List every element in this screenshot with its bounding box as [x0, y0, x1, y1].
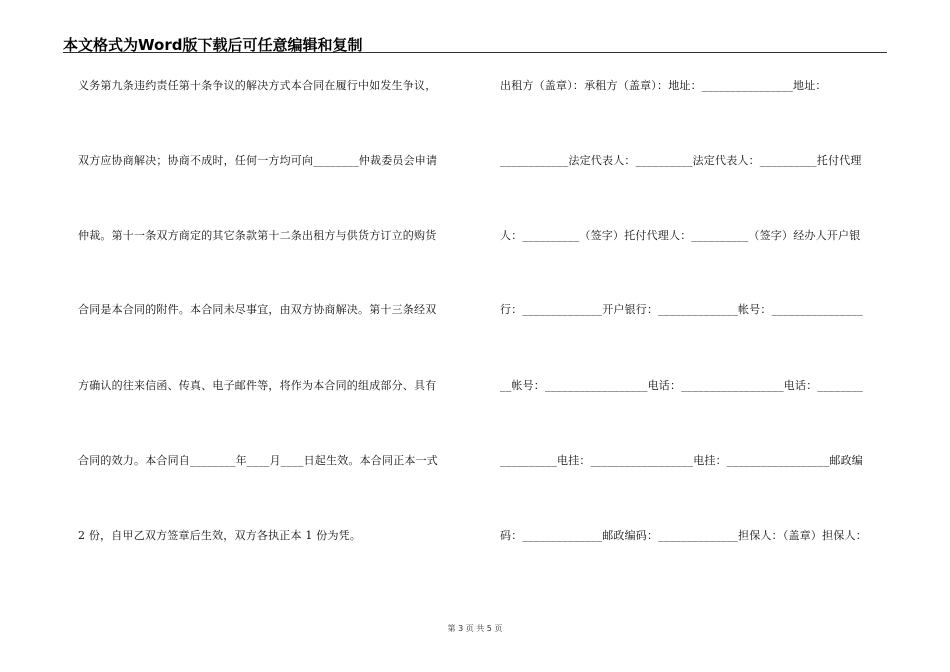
left-line-5: 方确认的往来信函、传真、电子邮件等，将作为本合同的组成部分、具有 [78, 379, 437, 392]
left-line-2: 双方应协商解决；协商不成时，任何一方均可向________仲裁委员会申请 [78, 154, 438, 167]
document-header-title: 本文格式为Word版下载后可任意编辑和复制 [63, 36, 363, 54]
left-line-6: 合同的效力。本合同自________年____月____日起生效。本合同正本一式 [78, 454, 438, 467]
left-line-3: 仲裁。第十一条双方商定的其它条款第十二条出租方与供货方订立的购货 [78, 229, 437, 242]
right-line-6: __________电挂：__________________电挂：__________________邮政编 [500, 454, 863, 467]
right-line-4: 行：______________开户银行：______________帐号：________________ [500, 303, 863, 316]
right-line-2: ____________法定代表人：__________法定代表人：__________托付代理 [500, 154, 862, 167]
header-divider [63, 52, 887, 53]
left-line-1: 义务第九条违约责任第十条争议的解决方式本合同在履行中如发生争议， [78, 79, 437, 92]
right-line-7: 码：______________邮政编码：______________担保人：（盖章）担保人： [500, 529, 867, 542]
left-line-7: 2 份，自甲乙双方签章后生效，双方各执正本 1 份为凭。 [78, 529, 362, 542]
page-indicator: 第 3 页 共 5 页 [447, 624, 503, 633]
right-line-1: 出租方（盖章）：承租方（盖章）：地址：________________地址： [500, 79, 827, 92]
right-line-5: __帐号：__________________电话：__________________电话：________ [500, 379, 863, 392]
right-line-3: 人：__________（签字）托付代理人：__________（签字）经办人开户银 [500, 229, 861, 242]
left-line-4: 合同是本合同的附件。本合同未尽事宜，由双方协商解决。第十三条经双 [78, 303, 437, 316]
